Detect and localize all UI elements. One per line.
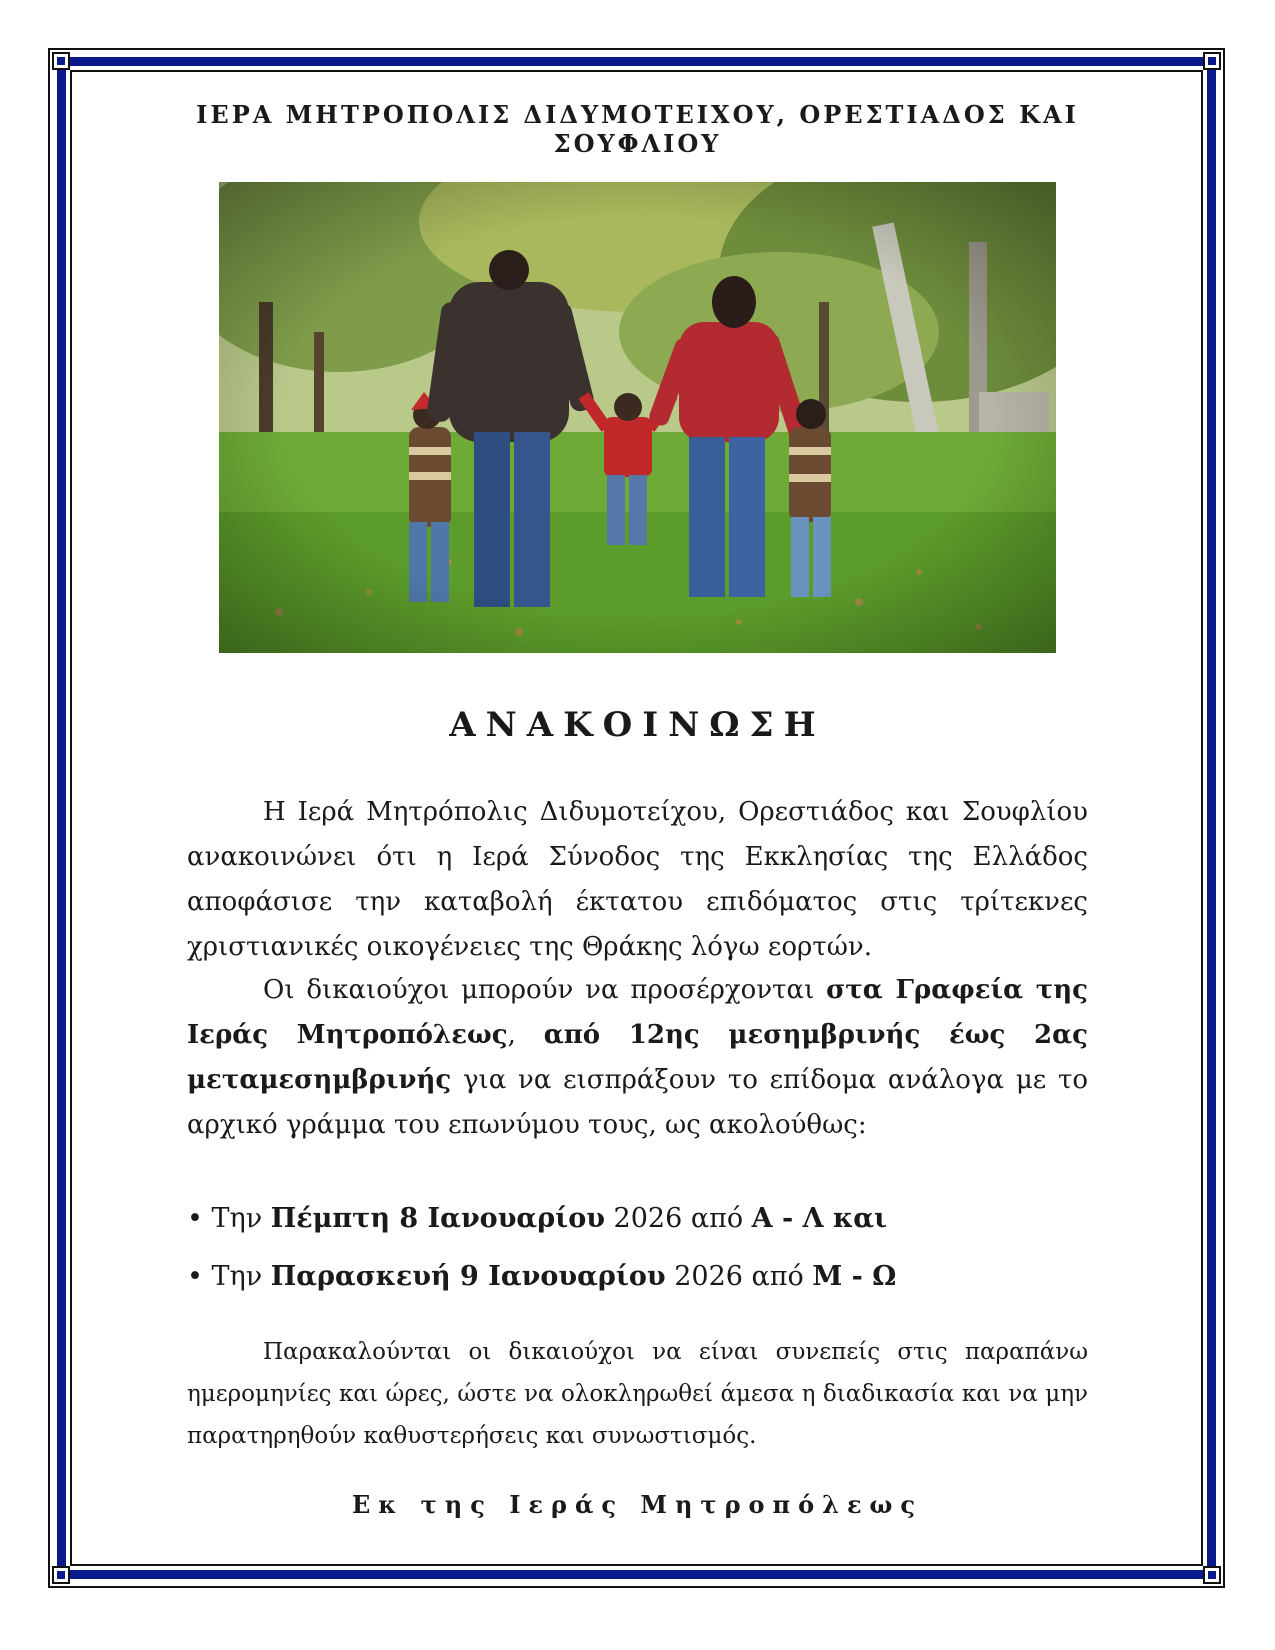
paragraph-request bbox=[187, 1331, 1088, 1457]
schedule-letter-range: Μ - Ω bbox=[812, 1261, 897, 1292]
schedule-letter-range: Α - Λ και bbox=[751, 1203, 888, 1234]
instructions-text-mid: , bbox=[507, 1020, 544, 1050]
offices-location: στα Γραφεία της Ιεράς Μητροπόλεως bbox=[187, 975, 1088, 1050]
signature: Εκ της Ιεράς Μητροπόλεως bbox=[351, 1490, 923, 1519]
schedule-list bbox=[187, 1190, 1088, 1306]
instructions-text-end: για να εισπράξουν το επίδομα ανάλογα με το αρχικό γράμμα του επωνύμου τους, ως ακολούθως: bbox=[187, 1065, 1088, 1140]
paragraph-request-text: Παρακαλούνται οι δικαιούχοι να είναι συνεπείς στις παραπάνω ημερομηνίες και ώρες, ώστε να ολοκληρωθεί άμεσα η διαδικασία και να μην παρατηρηθούν καθυστερήσεις και συνωστισμός. bbox=[187, 1339, 1088, 1449]
announcement-title: ΑΝΑΚΟΙΝΩΣΗ bbox=[449, 705, 826, 745]
bullet-marker: • bbox=[187, 1203, 203, 1234]
office-hours: από 12ης μεσημβρινής έως 2ας μεταμεσημβρινής bbox=[187, 1020, 1088, 1095]
bullet-marker: • bbox=[187, 1261, 203, 1292]
border-corner-ornament bbox=[1197, 1560, 1227, 1590]
schedule-item: • Την Πέμπτη 8 Ιανουαρίου 2026 από Α - Λ και bbox=[187, 1203, 888, 1234]
family-park-photo bbox=[219, 182, 1056, 653]
schedule-item: • Την Παρασκευή 9 Ιανουαρίου 2026 από Μ - Ω bbox=[187, 1261, 897, 1292]
border-corner-ornament bbox=[1197, 46, 1227, 76]
document-header: ΙΕΡΑ ΜΗΤΡΟΠΟΛΙΣ ΔΙΔΥΜΟΤΕΙΧΟΥ, ΟΡΕΣΤΙΑΔΟΣ ΚΑΙ ΣΟΥΦΛΙΟΥ bbox=[196, 100, 1079, 158]
paragraph-intro bbox=[187, 790, 1088, 970]
instructions-text-start: Οι δικαιούχοι μπορούν να προσέρχονται bbox=[263, 975, 827, 1005]
paragraph-instructions bbox=[187, 968, 1088, 1148]
paragraph-intro-text: Η Ιερά Μητρόπολις Διδυμοτείχου, Ορεστιάδος και Σουφλίου ανακοινώνει ότι η Ιερά Σύνοδος της Εκκλησίας της Ελλάδος αποφάσισε την καταβολή έκτατου επιδόματος στις τρίτεκνες χριστιανικές οικογένειες της Θράκης λόγω εορτών. bbox=[187, 797, 1088, 962]
schedule-day: Πέμπτη 8 Ιανουαρίου bbox=[270, 1203, 605, 1234]
schedule-day: Παρασκευή 9 Ιανουαρίου bbox=[270, 1261, 666, 1292]
border-corner-ornament bbox=[46, 46, 76, 76]
border-corner-ornament bbox=[46, 1560, 76, 1590]
